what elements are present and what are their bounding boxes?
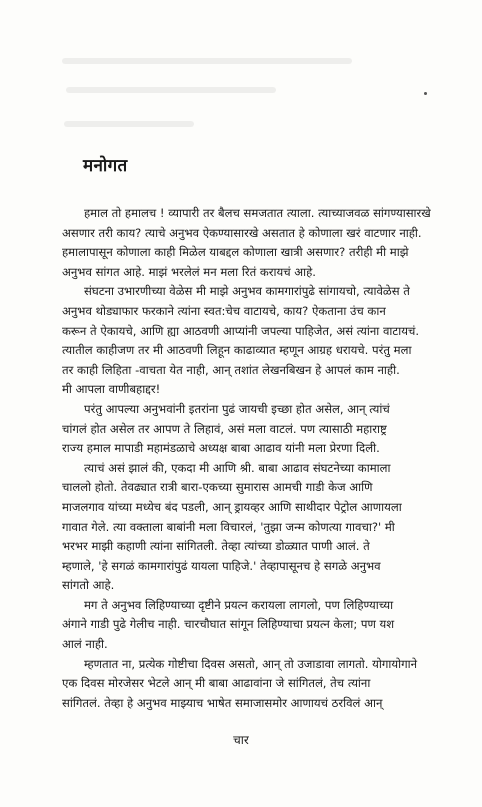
ink-dot bbox=[424, 92, 427, 95]
text-line: परंतु आपल्या अनुभवांनी इतरांना पुढं जायची इच्छा होत असेल, आन् त्यांचं bbox=[84, 401, 390, 416]
text-line: एक दिवस मोरजेसर भेटले आन् मी बाबा आढावांना जे सांगितलं, तेच त्यांना bbox=[62, 676, 371, 691]
text-line: म्हणाले, 'हे सगळं कामगारांपुढं यायला पाहिजे.' तेव्हापासूनच हे सगळे अनुभव bbox=[62, 558, 381, 573]
text-line: हमालापासून कोणाला काही मिळेल याबद्दल कोणाला खात्री असणार? तरीही मी माझे bbox=[62, 245, 409, 260]
text-line: गावात गेले. त्या वक्ताला बाबांनी मला विचारलं, 'तुझा जन्म कोणत्या गावचा?' मी bbox=[62, 519, 395, 534]
text-line: तर काही लिहिता -वाचता येत नाही, आन् तशांत लेखनबिखन हे आपलं काम नाही. bbox=[62, 362, 400, 377]
text-line: सांगितलं. तेव्हा हे अनुभव माझ्याच भाषेत समाजासमोर आणायचं ठरविलं आन् bbox=[62, 695, 383, 710]
text-line: मी आपला वाणीबहाद्दर! bbox=[62, 382, 161, 397]
text-line: आलं नाही. bbox=[62, 637, 108, 652]
text-line: राज्य हमाल मापाडी महामंडळाचे अध्यक्ष बाबा आढाव यांनी मला प्रेरणा दिली. bbox=[62, 441, 380, 456]
text-line: चांगलं होत असेल तर आपण ते लिहावं, असं मला वाटलं. पण त्यासाठी महाराष्ट्र bbox=[62, 421, 387, 436]
section-heading: मनोगत bbox=[83, 156, 128, 176]
show-through-mark bbox=[66, 87, 276, 93]
text-line: अंगाने गाडी पुढे गेलीच नाही. चारचौघात सांगून लिहिण्याचा प्रयत्न केला; पण यश bbox=[62, 617, 395, 632]
text-line: अनुभव थोड्याफार फरकाने त्यांना स्वत:चेच वाटायचे, काय? ऐकताना उंच कान bbox=[62, 303, 386, 318]
text-line: असणार तरी काय? त्याचे अनुभव ऐकण्यासारखे असतात हे कोणाला खरं वाटणार नाही. bbox=[62, 225, 422, 240]
page-number: चार bbox=[233, 733, 249, 747]
text-line: सांगतो आहे. bbox=[62, 578, 115, 593]
text-line: म्हणतात ना, प्रत्येक गोष्टीचा दिवस असतो, आन् तो उजाडावा लागतो. योगायोगाने bbox=[84, 656, 418, 671]
text-line: चाललो होतो. तेवढ्यात रात्री बारा-एकच्या सुमारास आमची गाडी केज आणि bbox=[62, 480, 373, 495]
text-line: त्यातील काहीजण तर मी आठवणी लिहून काढाव्यात म्हणून आग्रह धरायचे. परंतु मला bbox=[62, 343, 412, 358]
text-line: अनुभव सांगत आहे. माझं भरलेलं मन मला रितं करायचं आहे. bbox=[62, 264, 316, 279]
text-line: हमाल तो हमालच ! व्यापारी तर बैलच समजतात त्याला. त्याच्याजवळ सांगण्यासारखे bbox=[84, 206, 431, 220]
text-line: संघटना उभारणीच्या वेळेस मी माझे अनुभव कामगारांपुढे सांगायचो, त्यावेळेस ते bbox=[84, 284, 410, 299]
text-line: करून ते ऐकायचे, आणि ह्या आठवणी आप्यांनी जपल्या पाहिजेत, असं त्यांना वाटायचं. bbox=[62, 323, 420, 338]
body-text bbox=[62, 204, 470, 713]
text-line: भरभर माझी कहाणी त्यांना सांगितली. तेव्हा त्यांच्या डोळ्यात पाणी आलं. ते bbox=[62, 539, 370, 554]
show-through-mark bbox=[64, 121, 194, 127]
show-through-mark bbox=[62, 58, 352, 64]
text-line: मग ते अनुभव लिहिण्याच्या दृष्टीने प्रयत्न करायला लागलो, पण लिहिण्याच्या bbox=[84, 597, 394, 612]
text-line: त्याचं असं झालं की, एकदा मी आणि श्री. बाबा आढाव संघटनेच्या कामाला bbox=[84, 460, 391, 475]
text-line: माजलगाव यांच्या मध्येच बंद पडली, आन् ड्रायव्हर आणि साथीदार पेट्रोल आणायला bbox=[62, 499, 402, 514]
